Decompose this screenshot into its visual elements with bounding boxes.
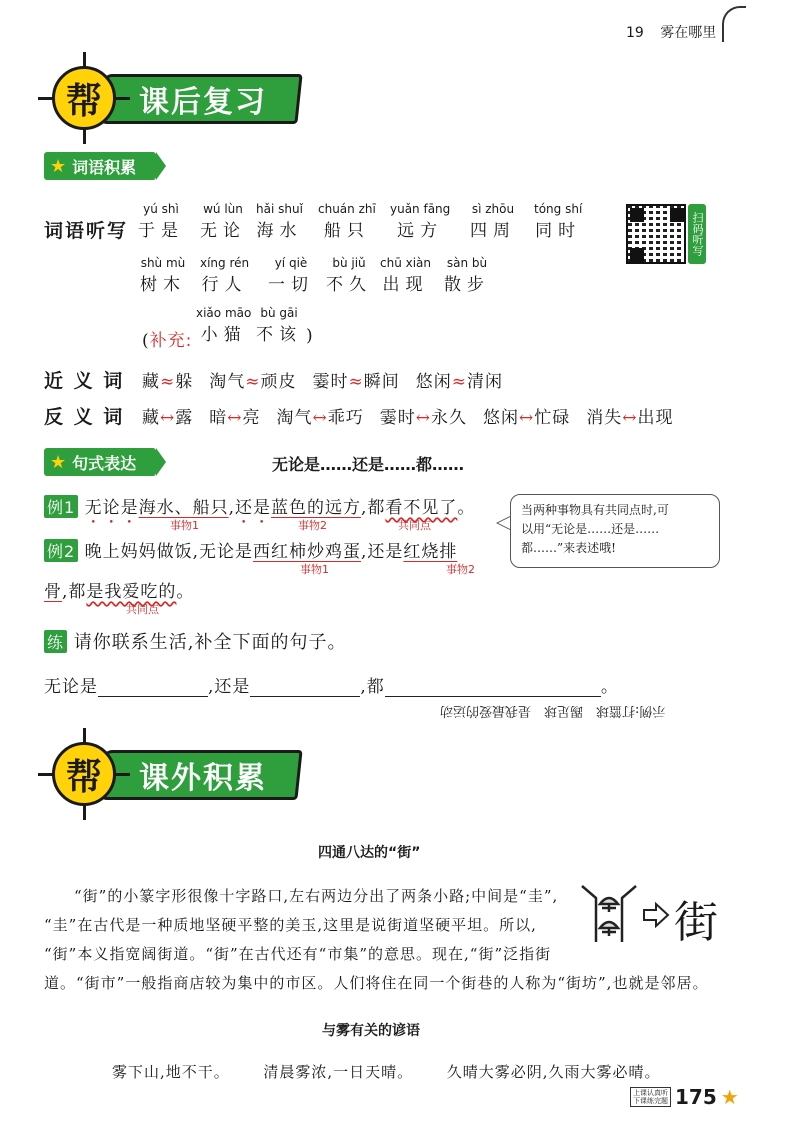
example-2: [44, 537, 457, 562]
dictation-word: [444, 256, 490, 295]
blank-field-2[interactable]: [250, 678, 360, 697]
supplement-close: ): [306, 326, 314, 346]
pinyin: yí qiè: [274, 256, 308, 270]
punct: 。: [176, 582, 195, 602]
page-corner-decoration: [722, 6, 746, 42]
hanzi: 小猫: [200, 325, 247, 345]
paragraph-line: “街”的小篆字形很像十字路口,左右两边分出了两条小路;中间是“圭”,: [74, 887, 559, 905]
note-common: 共同点: [126, 603, 159, 616]
word-pair: 悠闲≈清闲: [415, 372, 503, 392]
dictation-word: [140, 256, 186, 295]
pinyin: tóng shí: [534, 202, 583, 216]
common-point: 看不见了: [385, 498, 458, 518]
dictation-word: [318, 202, 376, 241]
tip-pointer-inner: [498, 517, 510, 529]
dictation-label: 词语听写: [44, 220, 129, 242]
thing-2: 红烧排: [403, 542, 458, 562]
dictation-word: [380, 256, 431, 295]
tip-line: 以用“无论是……还是……: [521, 522, 660, 536]
running-header: [626, 22, 716, 42]
upside-down-answer: 示例:打篮球 踢足球 是我最爱的运动: [440, 703, 666, 718]
dictation-word: [390, 202, 450, 241]
pinyin: bù jiǔ: [332, 256, 366, 270]
pinyin: yuǎn fāng: [390, 202, 451, 216]
bang-badge: 帮: [52, 742, 116, 806]
word-pair: 悠闲↔忙碌: [483, 408, 571, 428]
dictation-word: [470, 202, 516, 241]
relation-symbol: ≈: [348, 372, 364, 392]
connector-text: 无论是: [44, 677, 98, 697]
note-thing-2: 事物2: [446, 563, 475, 576]
star-icon: ★: [50, 155, 67, 177]
punct: 。: [600, 677, 619, 697]
section-title: 课后复习: [139, 85, 267, 120]
page-footer: [630, 1086, 739, 1108]
section-banner-review: [38, 62, 308, 134]
supplement-line: (补充:: [142, 331, 193, 351]
relation-symbol: ↔: [519, 408, 535, 428]
connector-text: ,还是: [228, 498, 271, 518]
word-pair: 霎时↔永久: [379, 408, 467, 428]
connector-text: ,都: [360, 677, 385, 697]
tip-bubble: [510, 494, 720, 568]
note-common: 共同点: [398, 519, 431, 532]
connector-text: 无论是: [84, 498, 139, 518]
hanzi: 不久: [326, 275, 372, 295]
practice-badge: 练: [44, 630, 67, 653]
connector-text: ,都: [62, 582, 87, 602]
paragraph-line: 道。“街市”一般指商店较为集中的市区。人们将住在同一个街巷的人称为“街坊”,也就是邻居。: [44, 974, 709, 992]
relation-symbol: ≈: [160, 372, 176, 392]
pinyin: sì zhōu: [471, 202, 515, 216]
connector-text: ,还是: [208, 677, 251, 697]
practice-prompt: [44, 628, 346, 654]
relation-symbol: ↔: [622, 408, 638, 428]
pinyin: chū xiàn: [380, 256, 432, 270]
pinyin: sàn bù: [446, 256, 488, 270]
common-point: 是我爱吃的: [86, 582, 177, 602]
proverb: 久晴大雾必阴,久雨大雾必晴。: [446, 1063, 661, 1081]
lesson-title: 雾在哪里: [660, 25, 717, 41]
hanzi: 船只: [323, 221, 370, 241]
hanzi: 散步: [444, 275, 490, 295]
dictation-word: [256, 202, 303, 241]
thing-2: 蓝色的远方: [271, 498, 361, 518]
supplement-word: [196, 306, 251, 345]
paragraph-line: “圭”在古代是一种质地坚硬平整的美玉,这里是说街道坚硬平坦。所以,: [44, 916, 537, 934]
seal-glyph-icon: [582, 886, 636, 942]
antonym-list: [142, 403, 674, 428]
connector-text: ,还是: [361, 542, 404, 562]
proverb: 雾下山,地不干。: [112, 1063, 230, 1081]
word-pair: 藏≈躲: [142, 372, 194, 392]
pinyin: shù mù: [140, 256, 186, 270]
hanzi: 于是: [138, 221, 184, 241]
proverb: 清晨雾浓,一日天晴。: [263, 1063, 414, 1081]
star-icon: ★: [720, 1085, 739, 1109]
punct: 。: [457, 498, 476, 518]
sentence-tag-label: 句式表达: [72, 453, 137, 473]
example-badge: 例1: [44, 495, 78, 518]
pinyin: bù gāi: [260, 306, 298, 320]
vocab-tag-label: 词语积累: [72, 157, 137, 177]
connector-text: ,都: [361, 498, 386, 518]
supplement-word: [256, 306, 302, 345]
relation-symbol: ↔: [227, 408, 243, 428]
pinyin: wú lùn: [203, 202, 243, 216]
blank-field-1[interactable]: [98, 678, 208, 697]
dictation-word: [200, 256, 249, 295]
paragraph-line: “街”本义指宽阔街道。“街”在古代还有“市集”的意思。现在,“街”泛指街: [44, 945, 552, 963]
vocab-tag: [44, 152, 156, 180]
relation-symbol: ≈: [245, 372, 261, 392]
note-thing-1: 事物1: [300, 563, 329, 576]
qr-code-icon[interactable]: [626, 204, 686, 264]
pinyin: chuán zhī: [318, 202, 376, 216]
hanzi: 同时: [535, 221, 582, 241]
series-line: 上课认真听: [633, 1089, 668, 1097]
hanzi: 树木: [140, 275, 186, 295]
word-pair: 淘气≈顽皮: [209, 372, 297, 392]
synonym-list: [142, 367, 503, 392]
arrow-right-icon: [644, 904, 668, 926]
article-paragraph: [44, 882, 709, 998]
hanzi: 海水: [256, 221, 303, 241]
note-thing-1: 事物1: [170, 519, 199, 532]
dictation-word: [268, 256, 314, 295]
hanzi: 出现: [382, 275, 429, 295]
hanzi: 无论: [200, 221, 246, 241]
modern-glyph: 街: [674, 897, 718, 948]
series-line: 下课练完题: [633, 1097, 668, 1105]
series-label: [630, 1087, 671, 1107]
pinyin: xiǎo māo: [196, 306, 252, 320]
sentence-pattern: 无论是……还是……都……: [272, 455, 465, 474]
sentence-tag: [44, 448, 156, 476]
article-title: 与雾有关的谚语: [322, 1023, 420, 1039]
lesson-number: 19: [626, 25, 644, 41]
hanzi: 行人: [201, 275, 248, 295]
pinyin: hǎi shuǐ: [256, 202, 303, 216]
practice-sentence: [44, 672, 619, 697]
thing-2-cont: 骨: [44, 582, 62, 602]
word-pair: 霎时≈瞬间: [312, 372, 400, 392]
antonym-label: 反 义 词: [44, 406, 125, 428]
note-thing-2: 事物2: [298, 519, 327, 532]
word-pair: 暗↔亮: [209, 408, 261, 428]
bang-badge: 帮: [52, 66, 116, 130]
tip-line: 当两种事物具有共同点时,可: [521, 503, 669, 517]
supplement-label: 补充:: [149, 331, 193, 351]
dictation-word: [534, 202, 582, 241]
word-pair: 藏↔露: [142, 408, 194, 428]
synonym-label: 近 义 词: [44, 370, 125, 392]
word-pair: 消失↔出现: [586, 408, 674, 428]
section-title: 课外积累: [139, 761, 267, 796]
relation-symbol: ↔: [312, 408, 328, 428]
dictation-word: [138, 202, 184, 241]
practice-instruction: 请你联系生活,补全下面的句子。: [73, 632, 347, 653]
thing-1: 海水、船只: [138, 498, 229, 518]
pinyin: xíng rén: [200, 256, 250, 270]
connector-text: 晚上妈妈做饭,无论是: [84, 542, 253, 562]
hanzi: 一切: [268, 275, 314, 295]
thing-1: 西红柿炒鸡蛋: [253, 542, 361, 562]
hanzi: 不该: [256, 325, 302, 345]
dictation-word: [200, 202, 246, 241]
hanzi: 远方: [397, 221, 444, 241]
article-title: 四通八达的“街”: [318, 845, 421, 861]
star-icon: ★: [50, 451, 67, 473]
pinyin: yú shì: [143, 202, 179, 216]
tip-line: 都……”来表述哦!: [521, 541, 616, 555]
word-pair: 淘气↔乖巧: [276, 408, 364, 428]
dictation-word: [326, 256, 372, 295]
relation-symbol: ↔: [415, 408, 431, 428]
blank-field-3[interactable]: [385, 678, 601, 697]
example-2-cont: [44, 577, 194, 602]
proverb-line: [112, 1058, 660, 1087]
relation-symbol: ↔: [160, 408, 176, 428]
example-badge: 例2: [44, 539, 78, 562]
relation-symbol: ≈: [451, 372, 467, 392]
hanzi: 四周: [470, 221, 516, 241]
scan-dictation-tag[interactable]: 扫码听写: [688, 204, 706, 264]
section-banner-extra: [38, 738, 308, 810]
page-number: 175: [675, 1085, 717, 1109]
